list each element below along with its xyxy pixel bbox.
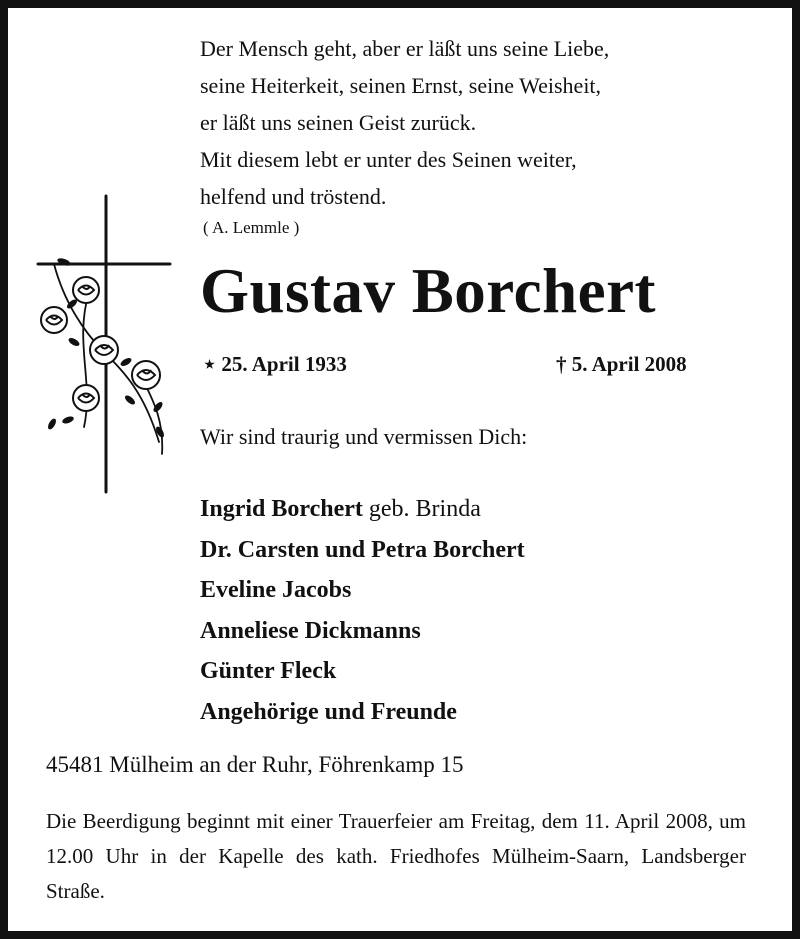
mourner-address: 45481 Mülheim an der Ruhr, Föhrenkamp 15 xyxy=(46,752,464,777)
cross-with-roses-icon xyxy=(34,192,179,502)
quote-author: ( A. Lemmle ) xyxy=(203,218,300,237)
death-date: † 5. April 2008 xyxy=(556,352,687,376)
mourning-message: Wir sind traurig und vermissen Dich: xyxy=(200,424,528,449)
mourner-name: Anneliese Dickmanns xyxy=(200,618,421,644)
mourner-name: Eveline Jacobs xyxy=(200,577,352,603)
quote-line: er läßt uns seinen Geist zurück. xyxy=(200,110,477,135)
quote-line: Mit diesem lebt er unter des Seinen weiter, xyxy=(200,147,577,172)
quote-line: helfend und tröstend. xyxy=(200,184,387,209)
mourner-name: Angehörige und Freunde xyxy=(200,699,457,725)
mourner-name xyxy=(200,496,481,523)
mourner-primary: Ingrid Borchert xyxy=(200,496,363,522)
mourner-name: Günter Fleck xyxy=(200,658,337,684)
mourner-suffix: geb. Brinda xyxy=(362,496,481,522)
funeral-notice: Die Beerdigung beginnt mit einer Trauerfeier am Freitag, dem 11. April 2008, um 12.00 Uhr in der Kapelle des kath. Friedhofes Mülheim-Saarn, Landsberger Straße. xyxy=(46,809,746,903)
mourner-name: Dr. Carsten und Petra Borchert xyxy=(200,537,525,563)
quote-line: Der Mensch geht, aber er läßt uns seine Liebe, xyxy=(200,36,610,61)
birth-date: ⋆ 25. April 1933 xyxy=(203,352,347,376)
quote-line: seine Heiterkeit, seinen Ernst, seine Weisheit, xyxy=(200,73,602,98)
deceased-name: Gustav Borchert xyxy=(200,256,657,326)
